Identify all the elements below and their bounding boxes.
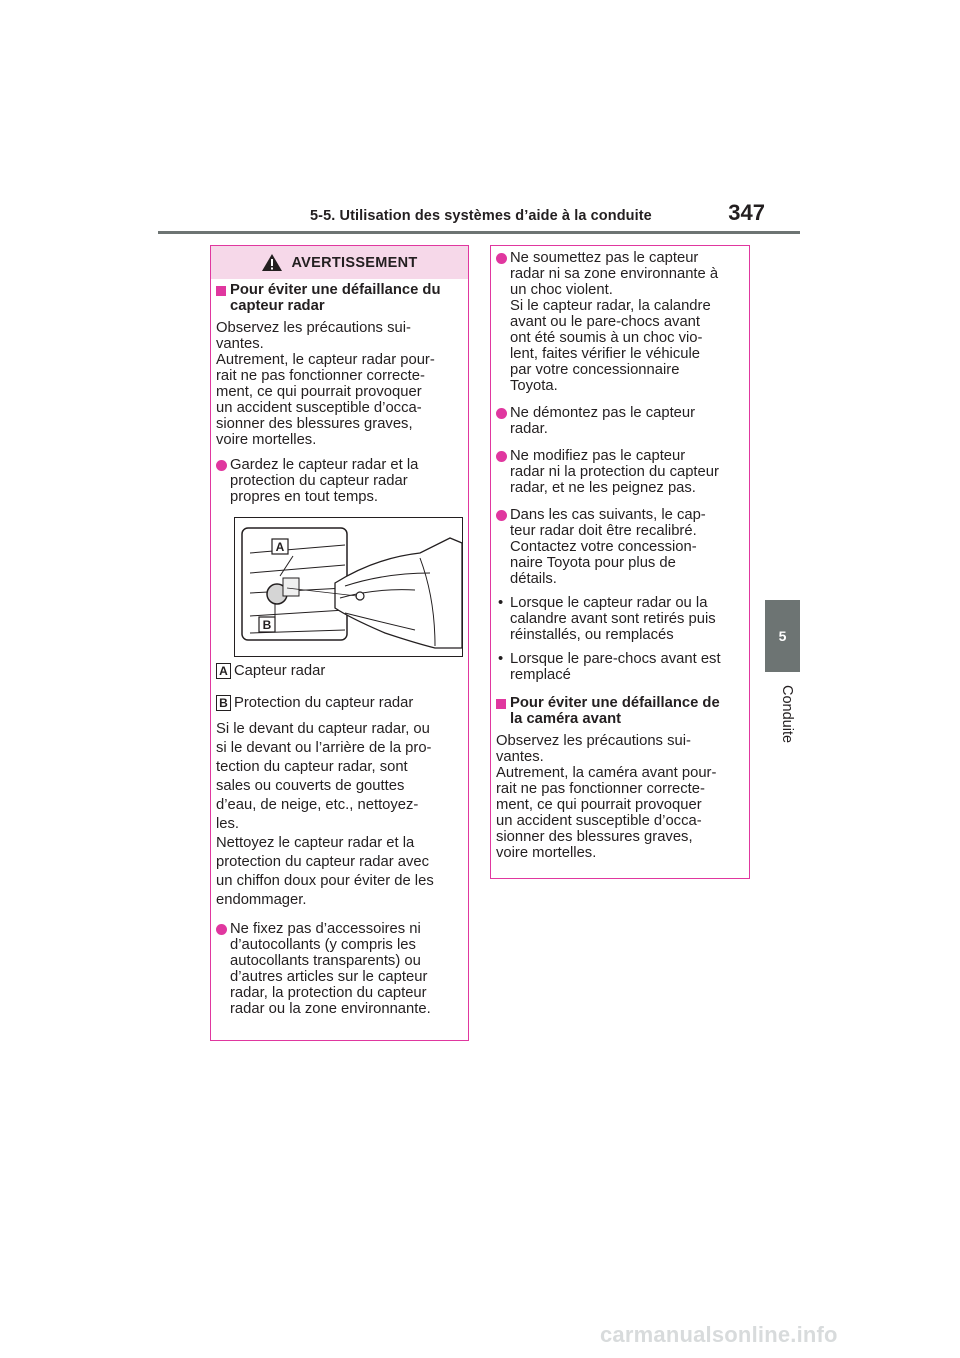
legend-text-a: Capteur radar	[234, 663, 326, 679]
warning-header	[211, 246, 468, 279]
bullet-item	[496, 250, 739, 394]
bullet-text: Gardez le capteur radar et la protection du capteur radar propres en tout temps.	[230, 457, 419, 505]
watermark: carmanualsonline.info	[600, 1322, 838, 1347]
intro-text: Observez les précautions sui- vantes. Autrement, la caméra avant pour- rait ne pas fonctionner correcte- ment, ce qui pourrait provoquer un accident susceptible d’occa- sionner des blessures graves, voire mortelles.	[496, 733, 717, 861]
round-bullet-icon	[216, 460, 227, 471]
sub-bullet-item	[496, 595, 739, 643]
dot-marker: •	[498, 651, 504, 667]
round-bullet-icon	[496, 408, 507, 419]
chapter-label: Conduite	[779, 685, 795, 744]
legend-item-a	[216, 663, 458, 681]
car-front-drawing	[235, 518, 462, 656]
page-header	[310, 200, 765, 230]
section-heading	[216, 282, 458, 314]
dot-marker: •	[498, 595, 504, 611]
section-heading	[496, 695, 739, 727]
round-bullet-icon	[496, 253, 507, 264]
bullet-item	[216, 921, 458, 1017]
sub-bullet-text: Lorsque le capteur radar ou la calandre avant sont retirés puis réinstallés, ou remplacés	[510, 595, 716, 643]
warning-triangle-icon	[261, 253, 283, 272]
warning-box-right	[490, 245, 750, 879]
heading-text: Pour éviter une défaillance de la caméra avant	[510, 695, 720, 727]
chapter-tab[interactable]: 5	[765, 600, 800, 672]
bullet-text: Ne fixez pas d’accessoires ni d’autocollants (y compris les autocollants transparents) ou d’autres articles sur le capteur radar, la protection du capteur radar ou la zone environnante.	[230, 921, 431, 1017]
round-bullet-icon	[216, 924, 227, 935]
warning-box-left	[210, 245, 469, 1041]
bullet-text: Ne modifiez pas le capteur radar ni la protection du capteur radar, et ne les peignez pas.	[510, 448, 719, 496]
legend-item-b	[216, 695, 458, 713]
bullet-text: Ne soumettez pas le capteur radar ni sa zone environnante à un choc violent. Si le capteur radar, la calandre avant ou le pare-chocs avant ont été soumis à un choc vio- lent, faites vérifier le véhicule par votre concessionnaire Toyota.	[510, 250, 719, 394]
callout-b: B	[262, 618, 272, 632]
legend-text-b: Protection du capteur radar	[234, 695, 414, 711]
legend-label-a: A	[216, 663, 231, 679]
bullet-text: Ne démontez pas le capteur radar.	[510, 405, 696, 437]
bullet-item	[216, 457, 458, 505]
warning-title: AVERTISSEMENT	[291, 254, 418, 271]
bullet-item	[496, 405, 739, 437]
sub-bullet-item	[496, 651, 739, 683]
page-number: 347	[728, 200, 765, 225]
round-bullet-icon	[496, 510, 507, 521]
bullet-text: Dans les cas suivants, le cap- teur radar doit être recalibré. Contactez votre concession- naire Toyota pour plus de détails.	[510, 507, 706, 587]
square-bullet-icon	[496, 699, 506, 709]
sub-bullet-text: Lorsque le pare-chocs avant est remplacé	[510, 651, 721, 683]
bullet-item	[496, 507, 739, 587]
body-text: Si le devant du capteur radar, ou si le devant ou l’arrière de la pro- tection du capteur radar, sont sales ou couverts de gouttes d’eau, de neige, etc., nettoyez- les. Nettoyez le capteur radar et la protection du capteur radar avec un chiffon doux pour éviter de les endommager.	[216, 721, 434, 908]
header-rule	[158, 231, 800, 234]
round-bullet-icon	[496, 451, 507, 462]
section-title: 5-5. Utilisation des systèmes d’aide à la conduite	[310, 208, 652, 224]
callout-a: A	[275, 540, 285, 554]
intro-text: Observez les précautions sui- vantes. Autrement, le capteur radar pour- rait ne pas fonctionner correcte- ment, ce qui pourrait provoquer un accident susceptible d’occa- sionner des blessures graves, voire mortelles.	[216, 320, 435, 448]
radar-sensor-illustration	[234, 517, 463, 657]
square-bullet-icon	[216, 286, 226, 296]
bullet-item	[496, 448, 739, 496]
heading-text: Pour éviter une défaillance du capteur radar	[230, 282, 441, 314]
legend-label-b: B	[216, 695, 231, 711]
